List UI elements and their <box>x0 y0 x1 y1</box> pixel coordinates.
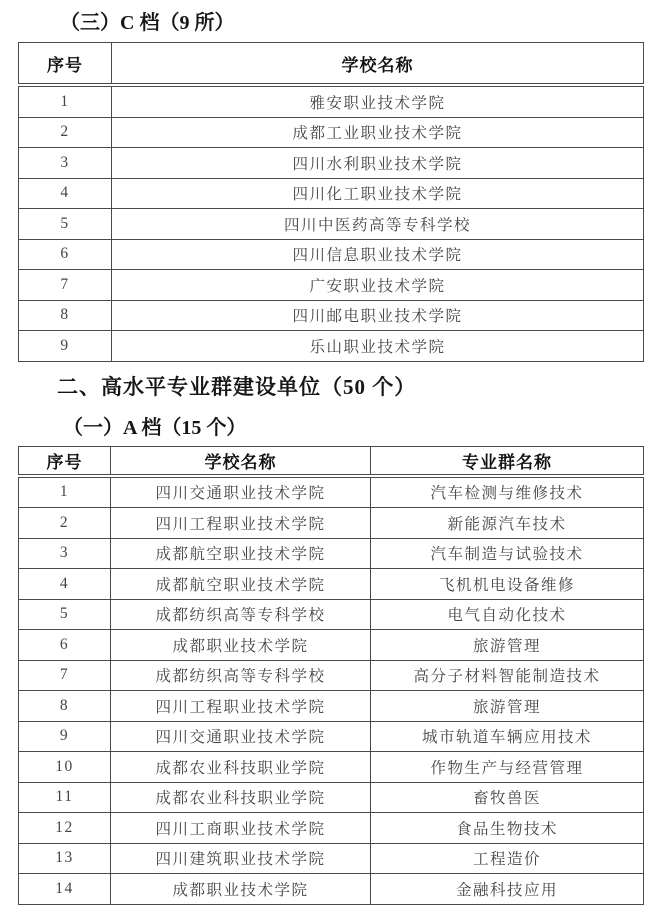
c-tier-table <box>18 42 644 362</box>
school-name-cell: 成都工业职业技术学院 <box>112 117 644 148</box>
group-name-cell: 食品生物技术 <box>371 813 644 844</box>
table-row <box>19 209 644 240</box>
group-name-cell: 高分子材料智能制造技术 <box>371 660 644 691</box>
heading-c-tier: （三）C 档（9 所） <box>60 12 235 34</box>
row-number-cell: 7 <box>19 660 111 691</box>
row-number-cell: 7 <box>19 270 112 301</box>
heading-a-tier: （一）A 档（15 个） <box>63 416 247 439</box>
row-number-cell: 9 <box>19 721 111 752</box>
school-name-cell: 成都农业科技职业学院 <box>111 782 371 813</box>
school-name-cell: 四川工商职业技术学院 <box>111 813 371 844</box>
table-row <box>19 813 644 844</box>
row-number-cell: 5 <box>19 209 112 240</box>
row-number-cell: 1 <box>19 476 111 508</box>
column-header-school-name: 学校名称 <box>112 43 644 86</box>
school-name-cell: 成都航空职业技术学院 <box>111 538 371 569</box>
school-name-cell: 四川中医药高等专科学校 <box>112 209 644 240</box>
table-row <box>19 599 644 630</box>
c-tier-table-body <box>19 85 644 361</box>
group-name-cell: 汽车制造与试验技术 <box>371 538 644 569</box>
row-number-cell: 11 <box>19 782 111 813</box>
table-row <box>19 843 644 874</box>
group-name-cell: 工程造价 <box>371 843 644 874</box>
school-name-cell: 成都航空职业技术学院 <box>111 569 371 600</box>
row-number-cell: 1 <box>19 85 112 117</box>
table-row <box>19 148 644 179</box>
group-name-cell: 旅游管理 <box>371 691 644 722</box>
table-row <box>19 874 644 905</box>
table-row <box>19 660 644 691</box>
school-name-cell: 四川交通职业技术学院 <box>111 476 371 508</box>
school-name-cell: 四川邮电职业技术学院 <box>112 300 644 331</box>
school-name-cell: 四川工程职业技术学院 <box>111 691 371 722</box>
row-number-cell: 6 <box>19 630 111 661</box>
table-row <box>19 538 644 569</box>
row-number-cell: 3 <box>19 538 111 569</box>
group-name-cell: 城市轨道车辆应用技术 <box>371 721 644 752</box>
group-name-cell: 金融科技应用 <box>371 874 644 905</box>
school-name-cell: 雅安职业技术学院 <box>112 85 644 117</box>
school-name-cell: 四川工程职业技术学院 <box>111 508 371 539</box>
column-header-index: 序号 <box>19 43 112 86</box>
column-header-index: 序号 <box>19 446 111 476</box>
table-header-row <box>19 43 644 86</box>
table-row <box>19 508 644 539</box>
row-number-cell: 8 <box>19 300 112 331</box>
table-row <box>19 239 644 270</box>
school-name-cell: 四川交通职业技术学院 <box>111 721 371 752</box>
row-number-cell: 4 <box>19 569 111 600</box>
table-row <box>19 270 644 301</box>
row-number-cell: 12 <box>19 813 111 844</box>
row-number-cell: 5 <box>19 599 111 630</box>
column-header-school-name: 学校名称 <box>111 446 371 476</box>
table-row <box>19 300 644 331</box>
row-number-cell: 8 <box>19 691 111 722</box>
school-name-cell: 成都纺织高等专科学校 <box>111 660 371 691</box>
table-row <box>19 476 644 508</box>
table-row <box>19 117 644 148</box>
table-row <box>19 752 644 783</box>
table-row <box>19 630 644 661</box>
school-name-cell: 四川信息职业技术学院 <box>112 239 644 270</box>
row-number-cell: 6 <box>19 239 112 270</box>
table-row <box>19 178 644 209</box>
school-name-cell: 成都职业技术学院 <box>111 630 371 661</box>
column-header-group-name: 专业群名称 <box>371 446 644 476</box>
table-header-row <box>19 446 644 476</box>
row-number-cell: 13 <box>19 843 111 874</box>
group-name-cell: 旅游管理 <box>371 630 644 661</box>
row-number-cell: 10 <box>19 752 111 783</box>
school-name-cell: 广安职业技术学院 <box>112 270 644 301</box>
row-number-cell: 4 <box>19 178 112 209</box>
school-name-cell: 四川水利职业技术学院 <box>112 148 644 179</box>
row-number-cell: 3 <box>19 148 112 179</box>
row-number-cell: 9 <box>19 331 112 362</box>
row-number-cell: 2 <box>19 508 111 539</box>
group-name-cell: 电气自动化技术 <box>371 599 644 630</box>
a-tier-table-body <box>19 476 644 905</box>
school-name-cell: 成都职业技术学院 <box>111 874 371 905</box>
table-row <box>19 331 644 362</box>
table-row <box>19 782 644 813</box>
school-name-cell: 成都纺织高等专科学校 <box>111 599 371 630</box>
group-name-cell: 汽车检测与维修技术 <box>371 476 644 508</box>
a-tier-table <box>18 446 644 905</box>
heading-section-2: 二、高水平专业群建设单位（50 个） <box>57 374 417 399</box>
school-name-cell: 成都农业科技职业学院 <box>111 752 371 783</box>
row-number-cell: 2 <box>19 117 112 148</box>
group-name-cell: 飞机机电设备维修 <box>371 569 644 600</box>
group-name-cell: 畜牧兽医 <box>371 782 644 813</box>
school-name-cell: 乐山职业技术学院 <box>112 331 644 362</box>
table-row <box>19 721 644 752</box>
row-number-cell: 14 <box>19 874 111 905</box>
table-row <box>19 569 644 600</box>
school-name-cell: 四川建筑职业技术学院 <box>111 843 371 874</box>
table-row <box>19 691 644 722</box>
table-row <box>19 85 644 117</box>
school-name-cell: 四川化工职业技术学院 <box>112 178 644 209</box>
group-name-cell: 作物生产与经营管理 <box>371 752 644 783</box>
group-name-cell: 新能源汽车技术 <box>371 508 644 539</box>
